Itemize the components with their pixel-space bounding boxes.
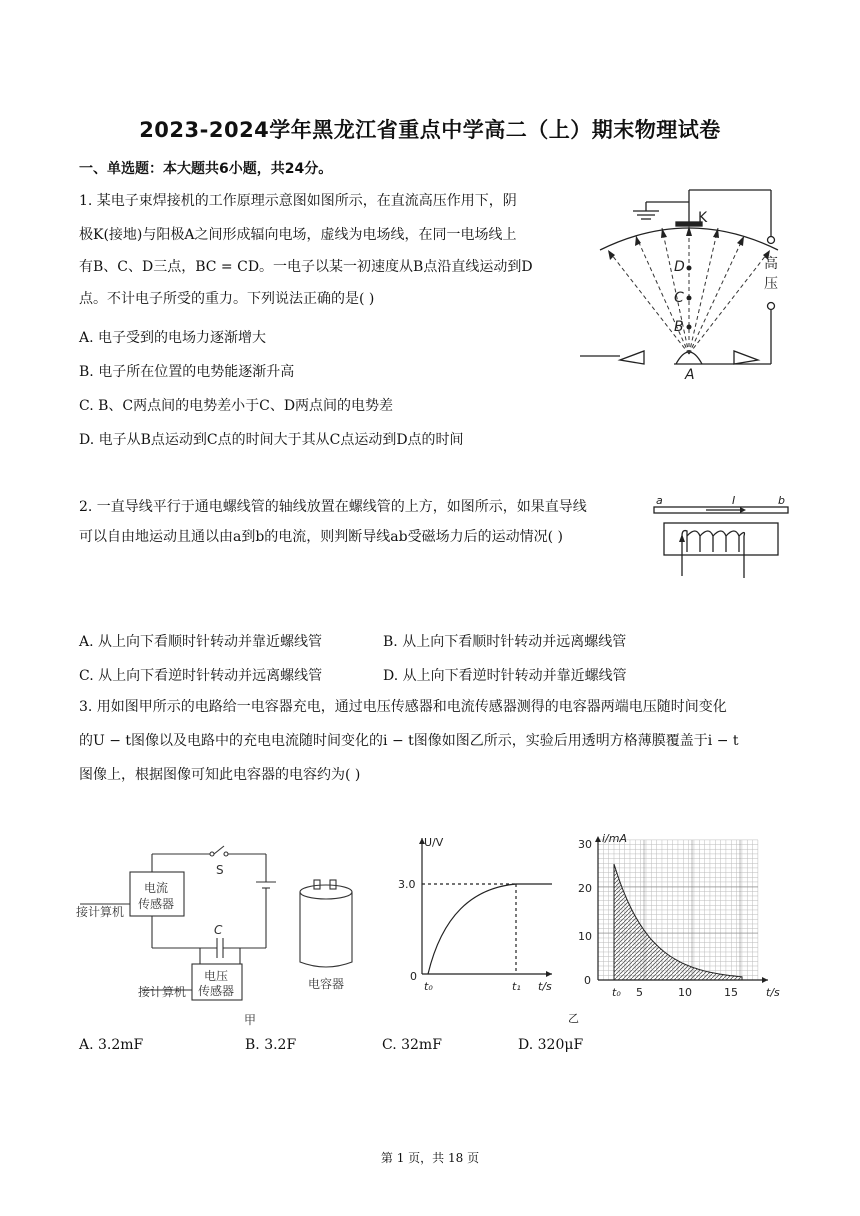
it-y-tick-10: 10 [578,930,592,943]
it-x-tick-10: 10 [678,986,692,999]
q1-option-b[interactable]: B. 电子所在位置的电势能逐渐升高 [79,364,295,380]
q2-figure-solenoid [652,496,794,588]
q3-option-a[interactable]: A. 3.2mF [79,1037,144,1053]
section-heading: 一、单选题：本大题共6小题，共24分。 [79,161,333,177]
q2-option-a[interactable]: A. 从上向下看顺时针转动并靠近螺线管 [79,634,323,650]
q3-figure-it-graph [568,826,786,1025]
q1-figure-welder [578,184,810,384]
label-k: K [698,210,708,226]
q3-figure-ut-graph [392,826,560,998]
label-jia: 甲 [244,1013,257,1027]
ut-ylabel: U/V [424,836,444,849]
it-x-tick-t0: t₀ [612,986,621,999]
ut-y-tick: 3.0 [398,878,416,891]
q1-option-d[interactable]: D. 电子从B点运动到C点的时间大于其从C点运动到D点的时间 [79,432,464,448]
page-footer: 第 1 页，共 18 页 [380,1151,480,1165]
label-a-end: a [656,494,663,507]
label-yi: 乙 [568,1012,579,1025]
it-y-tick-0: 0 [584,974,591,987]
page-title: 2023-2024学年黑龙江省重点中学高二（上）期末物理试卷 [139,118,721,142]
current-sensor-line2: 传感器 [138,897,175,911]
q2-line-2: 可以自由地运动且通以由a到b的电流，则判断导线ab受磁场力后的运动情况( ) [79,529,563,545]
label-a: A [685,367,695,383]
q1-line-4: 点。不计电子所受的重力。下列说法正确的是( ) [79,291,375,307]
q3-option-d[interactable]: D. 320μF [518,1037,584,1053]
label-b: B [674,319,684,335]
label-cap-c: C [214,923,223,937]
current-sensor-line1: 电流 [144,881,169,895]
q3-option-b[interactable]: B. 3.2F [245,1037,297,1053]
q2-option-d[interactable]: D. 从上向下看逆时针转动并靠近螺线管 [383,668,627,684]
label-voltage: 压 [764,276,778,292]
q2-line-1: 2. 一直导线平行于通电螺线管的轴线放置在螺线管的上方，如图所示，如果直导线 [79,499,587,515]
ut-t1: t₁ [512,980,521,993]
q3-line-1: 3. 用如图甲所示的电路给一电容器充电，通过电压传感器和电流传感器测得的电容器两端电压随时间变化 [79,699,727,715]
label-switch: S [216,863,224,877]
q3-figure-circuit [74,840,364,1030]
q1-line-2: 极K(接地)与阳极A之间形成辐向电场，虚线为电场线，在同一电场线上 [79,227,517,243]
it-xlabel: t/s [766,986,780,999]
ut-xlabel: t/s [538,980,552,993]
ut-origin: 0 [410,970,417,983]
q2-option-c[interactable]: C. 从上向下看逆时针转动并远离螺线管 [79,668,323,684]
q3-line-3: 图像上，根据图像可知此电容器的电容约为( ) [79,767,361,783]
computer-label-1: 接计算机 [76,905,125,919]
q1-option-a[interactable]: A. 电子受到的电场力逐渐增大 [79,330,267,346]
label-b-end: b [778,494,785,507]
q1-line-1: 1. 某电子束焊接机的工作原理示意图如图所示，在直流高压作用下，阴 [79,193,517,209]
label-current: I [732,494,736,507]
label-c: C [674,290,684,306]
it-y-tick-30: 30 [578,838,592,851]
it-ylabel: i/mA [602,832,628,845]
computer-label-2: 接计算机 [138,985,187,999]
voltage-sensor-line1: 电压 [204,969,229,983]
it-x-tick-5: 5 [636,986,643,999]
q2-option-b[interactable]: B. 从上向下看顺时针转动并远离螺线管 [383,634,627,650]
it-x-tick-15: 15 [724,986,738,999]
label-high: 高 [764,256,778,272]
q3-line-2: 的U − t图像以及电路中的充电电流随时间变化的i − t图像如图乙所示，实验后用透明方格薄膜覆盖于i − t [79,733,739,749]
q1-line-3: 有B、C、D三点，BC = CD。一电子以某一初速度从B点沿直线运动到D [79,259,533,275]
ut-t0: t₀ [424,980,433,993]
q1-option-c[interactable]: C. B、C两点间的电势差小于C、D两点间的电势差 [79,398,394,414]
voltage-sensor-line2: 传感器 [198,984,235,998]
label-d: D [674,259,685,275]
it-y-tick-20: 20 [578,882,592,895]
q3-option-c[interactable]: C. 32mF [382,1037,442,1053]
capacitor-label: 电容器 [308,977,345,991]
